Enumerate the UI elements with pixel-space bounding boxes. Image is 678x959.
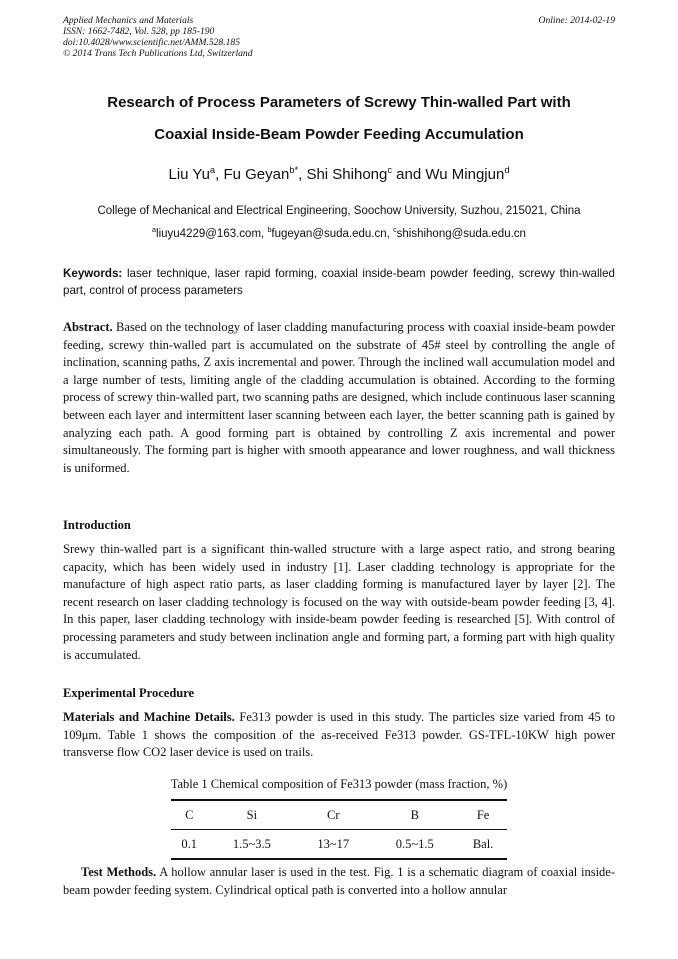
experimental-heading: Experimental Procedure: [63, 686, 195, 700]
keywords-text: laser technique, laser rapid forming, coaxial inside-beam powder feeding, screwy thin-walled part, control of process parameters: [63, 267, 615, 297]
email-link[interactable]: $^c$shishihong@suda.edu.cn: [393, 226, 526, 240]
keywords: [63, 265, 615, 299]
table-cell: Bal.: [472, 836, 494, 851]
author: Shi Shihong$^c$ and: [306, 165, 426, 183]
column-header: B: [410, 807, 419, 822]
table-caption: Table 1 Chemical composition of Fe313 powder (mass fraction, %): [170, 777, 508, 791]
table-cell: 1.5~3.5: [232, 836, 271, 851]
column-header: Cr: [327, 807, 340, 822]
introduction-paragraph: Srewy thin-walled part is a significant thin-walled structure with a large aspect ratio, and strong bearing capacity, which has been widely used in industry [1]. Laser cladding technology is appropriate for the manufacture of high aspect ratio parts, as laser cladding forming is manufactured layer by layer [2]. The recent research on laser cladding technology is focused on the way with outside-beam powder feeding [3, 4]. In this paper, laser cladding technology with inside-beam powder feeding is researched [5]. With control of processing parameters and study between inclination angle and forming part, a forming part with high quality is accumulated.: [63, 542, 615, 662]
paper-title-line-2: Coaxial Inside-Beam Powder Feeding Accumulation: [154, 126, 524, 143]
journal-header: [63, 15, 253, 59]
table-cell: 0.5~1.5: [395, 836, 434, 851]
email-link[interactable]: $^a$liuyu4229@163.com: [152, 226, 262, 240]
introduction-heading: Introduction: [63, 518, 131, 532]
column-header: Si: [246, 807, 258, 822]
materials-text: Fe313 powder is used in this study. The particles size varied from 45 to 109μm. Table 1 shows the composition of the as-received Fe313 powder. GS-TFL-10KW high power transverse flow CO2 laser device is used on trails.: [63, 710, 616, 760]
materials-paragraph: [63, 709, 615, 762]
author-list: [40, 166, 638, 183]
doi-line: doi:10.4028/www.scientific.net/AMM.528.185: [63, 37, 241, 48]
journal-name: Applied Mechanics and Materials: [63, 15, 194, 26]
issn-line: ISSN: 1662-7482, Vol. 528, pp 185-190: [63, 26, 215, 37]
abstract-label: Abstract.: [63, 320, 113, 334]
test-methods-label: Test Methods.: [81, 865, 157, 879]
email-list: $^a$liuyu4229@163.com, $^b$fugeyan@suda.edu.cn, $^c$shishihong@suda.edu.cn: [152, 226, 526, 240]
email-link[interactable]: $^b$fugeyan@suda.edu.cn: [267, 226, 387, 240]
test-methods-paragraph: [63, 864, 615, 899]
online-date: Online: 2014-02-19: [538, 15, 615, 26]
table-header-row: [171, 800, 507, 830]
abstract-text: Based on the technology of laser cladding manufacturing process with coaxial inside-beam powder feeding, screwy thin-walled part is accumulated on the substrate of 45# steel by controlling the angle of inclination, scanning paths, Z axis incremental and power. Through the inclined wall accumulation model and a large number of tests, limiting angle of the cladding accumulation is obtained. According to the forming process of screwy thin-walled part, two scanning paths are designed, which include continuous laser scanning between each layer and intermittent laser scanning between each layer, the better scanning path is gained by analyzing each path. A good forming part is obtained by controlling Z axis incremental and power simultaneously. The forming part is higher with smooth appearance and lower roughness, and wall thickness is uniformed.: [63, 320, 615, 475]
affiliation: College of Mechanical and Electrical Engineering, Soochow University, Suzhou, 215021, China: [97, 205, 581, 217]
test-methods-text: A hollow annular laser is used in the test. Fig. 1 is a schematic diagram of coaxial inside-beam powder feeding system. Cylindrical optical path is converted into a hollow annular: [63, 865, 615, 897]
composition-table: [171, 799, 507, 860]
keywords-label: Keywords:: [63, 267, 123, 280]
materials-label: Materials and Machine Details.: [63, 710, 235, 724]
abstract: [63, 319, 615, 477]
copyright-line: © 2014 Trans Tech Publications Ltd, Switzerland: [63, 48, 253, 59]
author: Fu Geyan$^{b*}$,: [223, 165, 307, 183]
paper-title-line-1: Research of Process Parameters of Screwy Thin-walled Part with: [107, 94, 571, 111]
column-header: Fe: [476, 807, 490, 822]
author: Liu Yu$^a$,: [168, 165, 224, 183]
table-cell: 13~17: [317, 836, 350, 851]
author: Wu Mingjun$^d$: [425, 165, 510, 183]
column-header: C: [185, 807, 194, 822]
table-row: [171, 830, 507, 860]
table-cell: 0.1: [181, 836, 198, 851]
